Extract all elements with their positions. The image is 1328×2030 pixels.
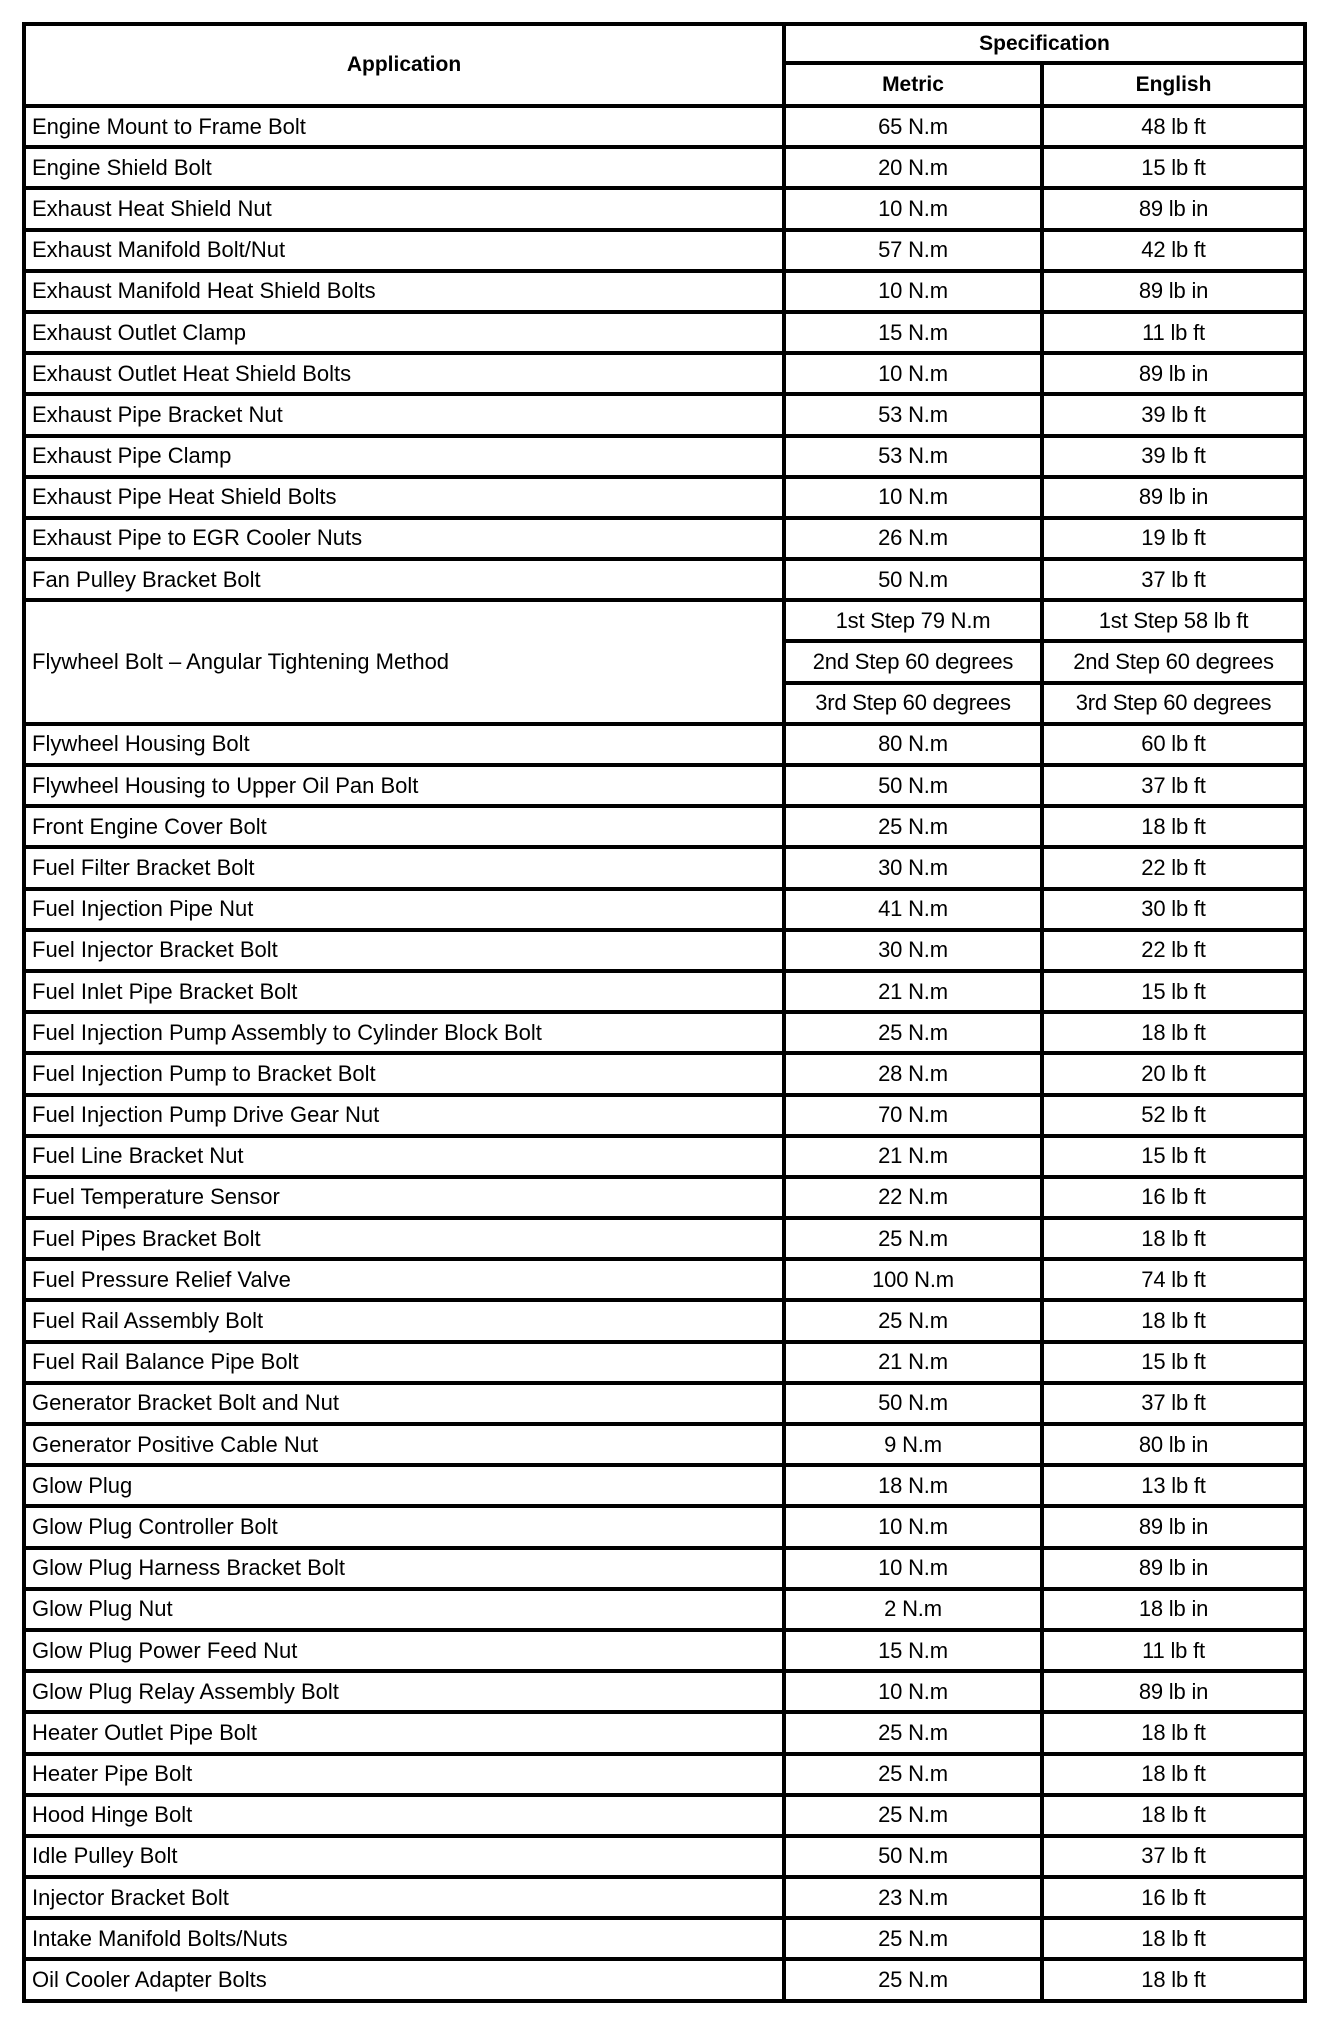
metric-cell: 2nd Step 60 degrees: [784, 641, 1042, 682]
application-cell: Engine Shield Bolt: [24, 147, 784, 188]
english-cell: 18 lb ft: [1042, 1959, 1305, 2000]
metric-cell: 50 N.m: [784, 1836, 1042, 1877]
english-cell: 89 lb in: [1042, 1548, 1305, 1589]
table-row: [24, 971, 1305, 1012]
application-cell: Fuel Pipes Bracket Bolt: [24, 1218, 784, 1259]
table-row: [24, 436, 1305, 477]
application-cell: Hood Hinge Bolt: [24, 1795, 784, 1836]
application-cell: Glow Plug Power Feed Nut: [24, 1630, 784, 1671]
table-row: [24, 1342, 1305, 1383]
table-row: [24, 312, 1305, 353]
metric-cell: 10 N.m: [784, 477, 1042, 518]
application-cell: Heater Pipe Bolt: [24, 1754, 784, 1795]
table-row: [24, 1259, 1305, 1300]
english-cell: 18 lb ft: [1042, 1795, 1305, 1836]
table-row: [24, 806, 1305, 847]
metric-cell: 23 N.m: [784, 1877, 1042, 1918]
metric-cell: 65 N.m: [784, 106, 1042, 147]
english-cell: 39 lb ft: [1042, 436, 1305, 477]
metric-cell: 25 N.m: [784, 1712, 1042, 1753]
header-application: Application: [24, 24, 784, 106]
application-cell: Fuel Injection Pump Assembly to Cylinder Block Bolt: [24, 1012, 784, 1053]
metric-cell: 10 N.m: [784, 188, 1042, 229]
english-cell: 2nd Step 60 degrees: [1042, 641, 1305, 682]
application-cell: Intake Manifold Bolts/Nuts: [24, 1918, 784, 1959]
metric-cell: 3rd Step 60 degrees: [784, 683, 1042, 724]
english-cell: 15 lb ft: [1042, 147, 1305, 188]
table-row: [24, 1630, 1305, 1671]
english-cell: 74 lb ft: [1042, 1259, 1305, 1300]
english-cell: 11 lb ft: [1042, 312, 1305, 353]
table-row: [24, 559, 1305, 600]
table-body: [24, 106, 1305, 2001]
table-row: [24, 1383, 1305, 1424]
english-cell: 16 lb ft: [1042, 1177, 1305, 1218]
metric-cell: 25 N.m: [784, 1918, 1042, 1959]
english-cell: 22 lb ft: [1042, 847, 1305, 888]
english-cell: 18 lb ft: [1042, 1918, 1305, 1959]
metric-cell: 25 N.m: [784, 1218, 1042, 1259]
application-cell: Fuel Injector Bracket Bolt: [24, 930, 784, 971]
metric-cell: 53 N.m: [784, 394, 1042, 435]
application-cell: Fuel Injection Pump Drive Gear Nut: [24, 1095, 784, 1136]
application-cell: Glow Plug: [24, 1465, 784, 1506]
english-cell: 18 lb in: [1042, 1589, 1305, 1630]
metric-cell: 20 N.m: [784, 147, 1042, 188]
table-row: [24, 477, 1305, 518]
application-cell: Fuel Rail Balance Pipe Bolt: [24, 1342, 784, 1383]
metric-cell: 30 N.m: [784, 847, 1042, 888]
application-cell: Generator Bracket Bolt and Nut: [24, 1383, 784, 1424]
english-cell: 18 lb ft: [1042, 1012, 1305, 1053]
application-cell: Fuel Rail Assembly Bolt: [24, 1300, 784, 1341]
table-row: [24, 353, 1305, 394]
english-cell: 18 lb ft: [1042, 1754, 1305, 1795]
application-cell: Heater Outlet Pipe Bolt: [24, 1712, 784, 1753]
table-row: [24, 271, 1305, 312]
table-row: [24, 1136, 1305, 1177]
english-cell: 48 lb ft: [1042, 106, 1305, 147]
application-cell: Fuel Inlet Pipe Bracket Bolt: [24, 971, 784, 1012]
application-cell: Fan Pulley Bracket Bolt: [24, 559, 784, 600]
english-cell: 19 lb ft: [1042, 518, 1305, 559]
application-cell: Glow Plug Harness Bracket Bolt: [24, 1548, 784, 1589]
table-row: [24, 1218, 1305, 1259]
metric-cell: 10 N.m: [784, 353, 1042, 394]
application-cell: Oil Cooler Adapter Bolts: [24, 1959, 784, 2000]
english-cell: 15 lb ft: [1042, 971, 1305, 1012]
english-cell: 15 lb ft: [1042, 1136, 1305, 1177]
table-row: [24, 1053, 1305, 1094]
table-row: [24, 765, 1305, 806]
english-cell: 89 lb in: [1042, 1506, 1305, 1547]
table-row: [24, 930, 1305, 971]
application-cell: Idle Pulley Bolt: [24, 1836, 784, 1877]
header-metric: Metric: [784, 63, 1042, 106]
table-row-flywheel-step-1: [24, 600, 1305, 641]
metric-cell: 80 N.m: [784, 724, 1042, 765]
metric-cell: 26 N.m: [784, 518, 1042, 559]
english-cell: 20 lb ft: [1042, 1053, 1305, 1094]
english-cell: 89 lb in: [1042, 188, 1305, 229]
english-cell: 18 lb ft: [1042, 1218, 1305, 1259]
table-row: [24, 1012, 1305, 1053]
metric-cell: 15 N.m: [784, 312, 1042, 353]
english-cell: 15 lb ft: [1042, 1342, 1305, 1383]
metric-cell: 10 N.m: [784, 271, 1042, 312]
metric-cell: 9 N.m: [784, 1424, 1042, 1465]
english-cell: 18 lb ft: [1042, 1712, 1305, 1753]
metric-cell: 10 N.m: [784, 1548, 1042, 1589]
metric-cell: 10 N.m: [784, 1671, 1042, 1712]
english-cell: 39 lb ft: [1042, 394, 1305, 435]
application-cell: Exhaust Heat Shield Nut: [24, 188, 784, 229]
metric-cell: 21 N.m: [784, 971, 1042, 1012]
english-cell: 1st Step 58 lb ft: [1042, 600, 1305, 641]
metric-cell: 50 N.m: [784, 765, 1042, 806]
english-cell: 37 lb ft: [1042, 765, 1305, 806]
english-cell: 3rd Step 60 degrees: [1042, 683, 1305, 724]
english-cell: 22 lb ft: [1042, 930, 1305, 971]
table-header: [24, 24, 1305, 106]
application-cell: Engine Mount to Frame Bolt: [24, 106, 784, 147]
application-cell: Exhaust Manifold Heat Shield Bolts: [24, 271, 784, 312]
table-row: [24, 1712, 1305, 1753]
application-cell: Fuel Injection Pipe Nut: [24, 889, 784, 930]
table-row: [24, 1589, 1305, 1630]
application-cell: Fuel Injection Pump to Bracket Bolt: [24, 1053, 784, 1094]
application-cell: Glow Plug Controller Bolt: [24, 1506, 784, 1547]
table-row: [24, 230, 1305, 271]
application-cell: Exhaust Outlet Heat Shield Bolts: [24, 353, 784, 394]
application-cell: Front Engine Cover Bolt: [24, 806, 784, 847]
table-row: [24, 147, 1305, 188]
table-row: [24, 1754, 1305, 1795]
table-row: [24, 1300, 1305, 1341]
header-english: English: [1042, 63, 1305, 106]
table-row: [24, 1424, 1305, 1465]
english-cell: 52 lb ft: [1042, 1095, 1305, 1136]
table-row: [24, 724, 1305, 765]
english-cell: 37 lb ft: [1042, 1836, 1305, 1877]
table-row: [24, 1836, 1305, 1877]
metric-cell: 25 N.m: [784, 1300, 1042, 1341]
table-row: [24, 847, 1305, 888]
table-row: [24, 1918, 1305, 1959]
application-cell: Flywheel Housing to Upper Oil Pan Bolt: [24, 765, 784, 806]
english-cell: 16 lb ft: [1042, 1877, 1305, 1918]
english-cell: 30 lb ft: [1042, 889, 1305, 930]
metric-cell: 1st Step 79 N.m: [784, 600, 1042, 641]
metric-cell: 25 N.m: [784, 1012, 1042, 1053]
english-cell: 89 lb in: [1042, 271, 1305, 312]
english-cell: 37 lb ft: [1042, 1383, 1305, 1424]
metric-cell: 21 N.m: [784, 1342, 1042, 1383]
metric-cell: 100 N.m: [784, 1259, 1042, 1300]
metric-cell: 57 N.m: [784, 230, 1042, 271]
application-cell: Glow Plug Relay Assembly Bolt: [24, 1671, 784, 1712]
table-row: [24, 1877, 1305, 1918]
english-cell: 42 lb ft: [1042, 230, 1305, 271]
application-cell: Exhaust Pipe to EGR Cooler Nuts: [24, 518, 784, 559]
english-cell: 89 lb in: [1042, 1671, 1305, 1712]
application-cell: Generator Positive Cable Nut: [24, 1424, 784, 1465]
metric-cell: 25 N.m: [784, 1959, 1042, 2000]
english-cell: 37 lb ft: [1042, 559, 1305, 600]
english-cell: 89 lb in: [1042, 353, 1305, 394]
metric-cell: 53 N.m: [784, 436, 1042, 477]
application-cell: Fuel Temperature Sensor: [24, 1177, 784, 1218]
table-row: [24, 1506, 1305, 1547]
table-row: [24, 1795, 1305, 1836]
table-row: [24, 1671, 1305, 1712]
english-cell: 18 lb ft: [1042, 1300, 1305, 1341]
metric-cell: 25 N.m: [784, 806, 1042, 847]
table-row: [24, 106, 1305, 147]
english-cell: 60 lb ft: [1042, 724, 1305, 765]
metric-cell: 25 N.m: [784, 1795, 1042, 1836]
table-row: [24, 1548, 1305, 1589]
table-row: [24, 1959, 1305, 2000]
english-cell: 18 lb ft: [1042, 806, 1305, 847]
table-row: [24, 394, 1305, 435]
metric-cell: 50 N.m: [784, 1383, 1042, 1424]
metric-cell: 21 N.m: [784, 1136, 1042, 1177]
english-cell: 89 lb in: [1042, 477, 1305, 518]
table-row: [24, 1177, 1305, 1218]
application-cell: Exhaust Pipe Clamp: [24, 436, 784, 477]
metric-cell: 70 N.m: [784, 1095, 1042, 1136]
metric-cell: 41 N.m: [784, 889, 1042, 930]
english-cell: 13 lb ft: [1042, 1465, 1305, 1506]
application-cell: Exhaust Pipe Heat Shield Bolts: [24, 477, 784, 518]
table-row: [24, 889, 1305, 930]
table-row: [24, 188, 1305, 229]
application-cell: Injector Bracket Bolt: [24, 1877, 784, 1918]
header-specification: Specification: [784, 24, 1305, 63]
metric-cell: 50 N.m: [784, 559, 1042, 600]
torque-specification-table: [22, 22, 1307, 2003]
application-cell: Exhaust Outlet Clamp: [24, 312, 784, 353]
application-cell: Exhaust Manifold Bolt/Nut: [24, 230, 784, 271]
english-cell: 80 lb in: [1042, 1424, 1305, 1465]
application-cell: Fuel Pressure Relief Valve: [24, 1259, 784, 1300]
metric-cell: 10 N.m: [784, 1506, 1042, 1547]
table-row: [24, 518, 1305, 559]
application-cell: Glow Plug Nut: [24, 1589, 784, 1630]
table-row: [24, 1095, 1305, 1136]
metric-cell: 2 N.m: [784, 1589, 1042, 1630]
metric-cell: 15 N.m: [784, 1630, 1042, 1671]
application-cell: Fuel Line Bracket Nut: [24, 1136, 784, 1177]
english-cell: 11 lb ft: [1042, 1630, 1305, 1671]
application-cell-flywheel: Flywheel Bolt – Angular Tightening Method: [24, 600, 784, 724]
application-cell: Fuel Filter Bracket Bolt: [24, 847, 784, 888]
metric-cell: 22 N.m: [784, 1177, 1042, 1218]
metric-cell: 28 N.m: [784, 1053, 1042, 1094]
metric-cell: 30 N.m: [784, 930, 1042, 971]
application-cell: Exhaust Pipe Bracket Nut: [24, 394, 784, 435]
metric-cell: 25 N.m: [784, 1754, 1042, 1795]
table-row: [24, 1465, 1305, 1506]
application-cell: Flywheel Housing Bolt: [24, 724, 784, 765]
metric-cell: 18 N.m: [784, 1465, 1042, 1506]
